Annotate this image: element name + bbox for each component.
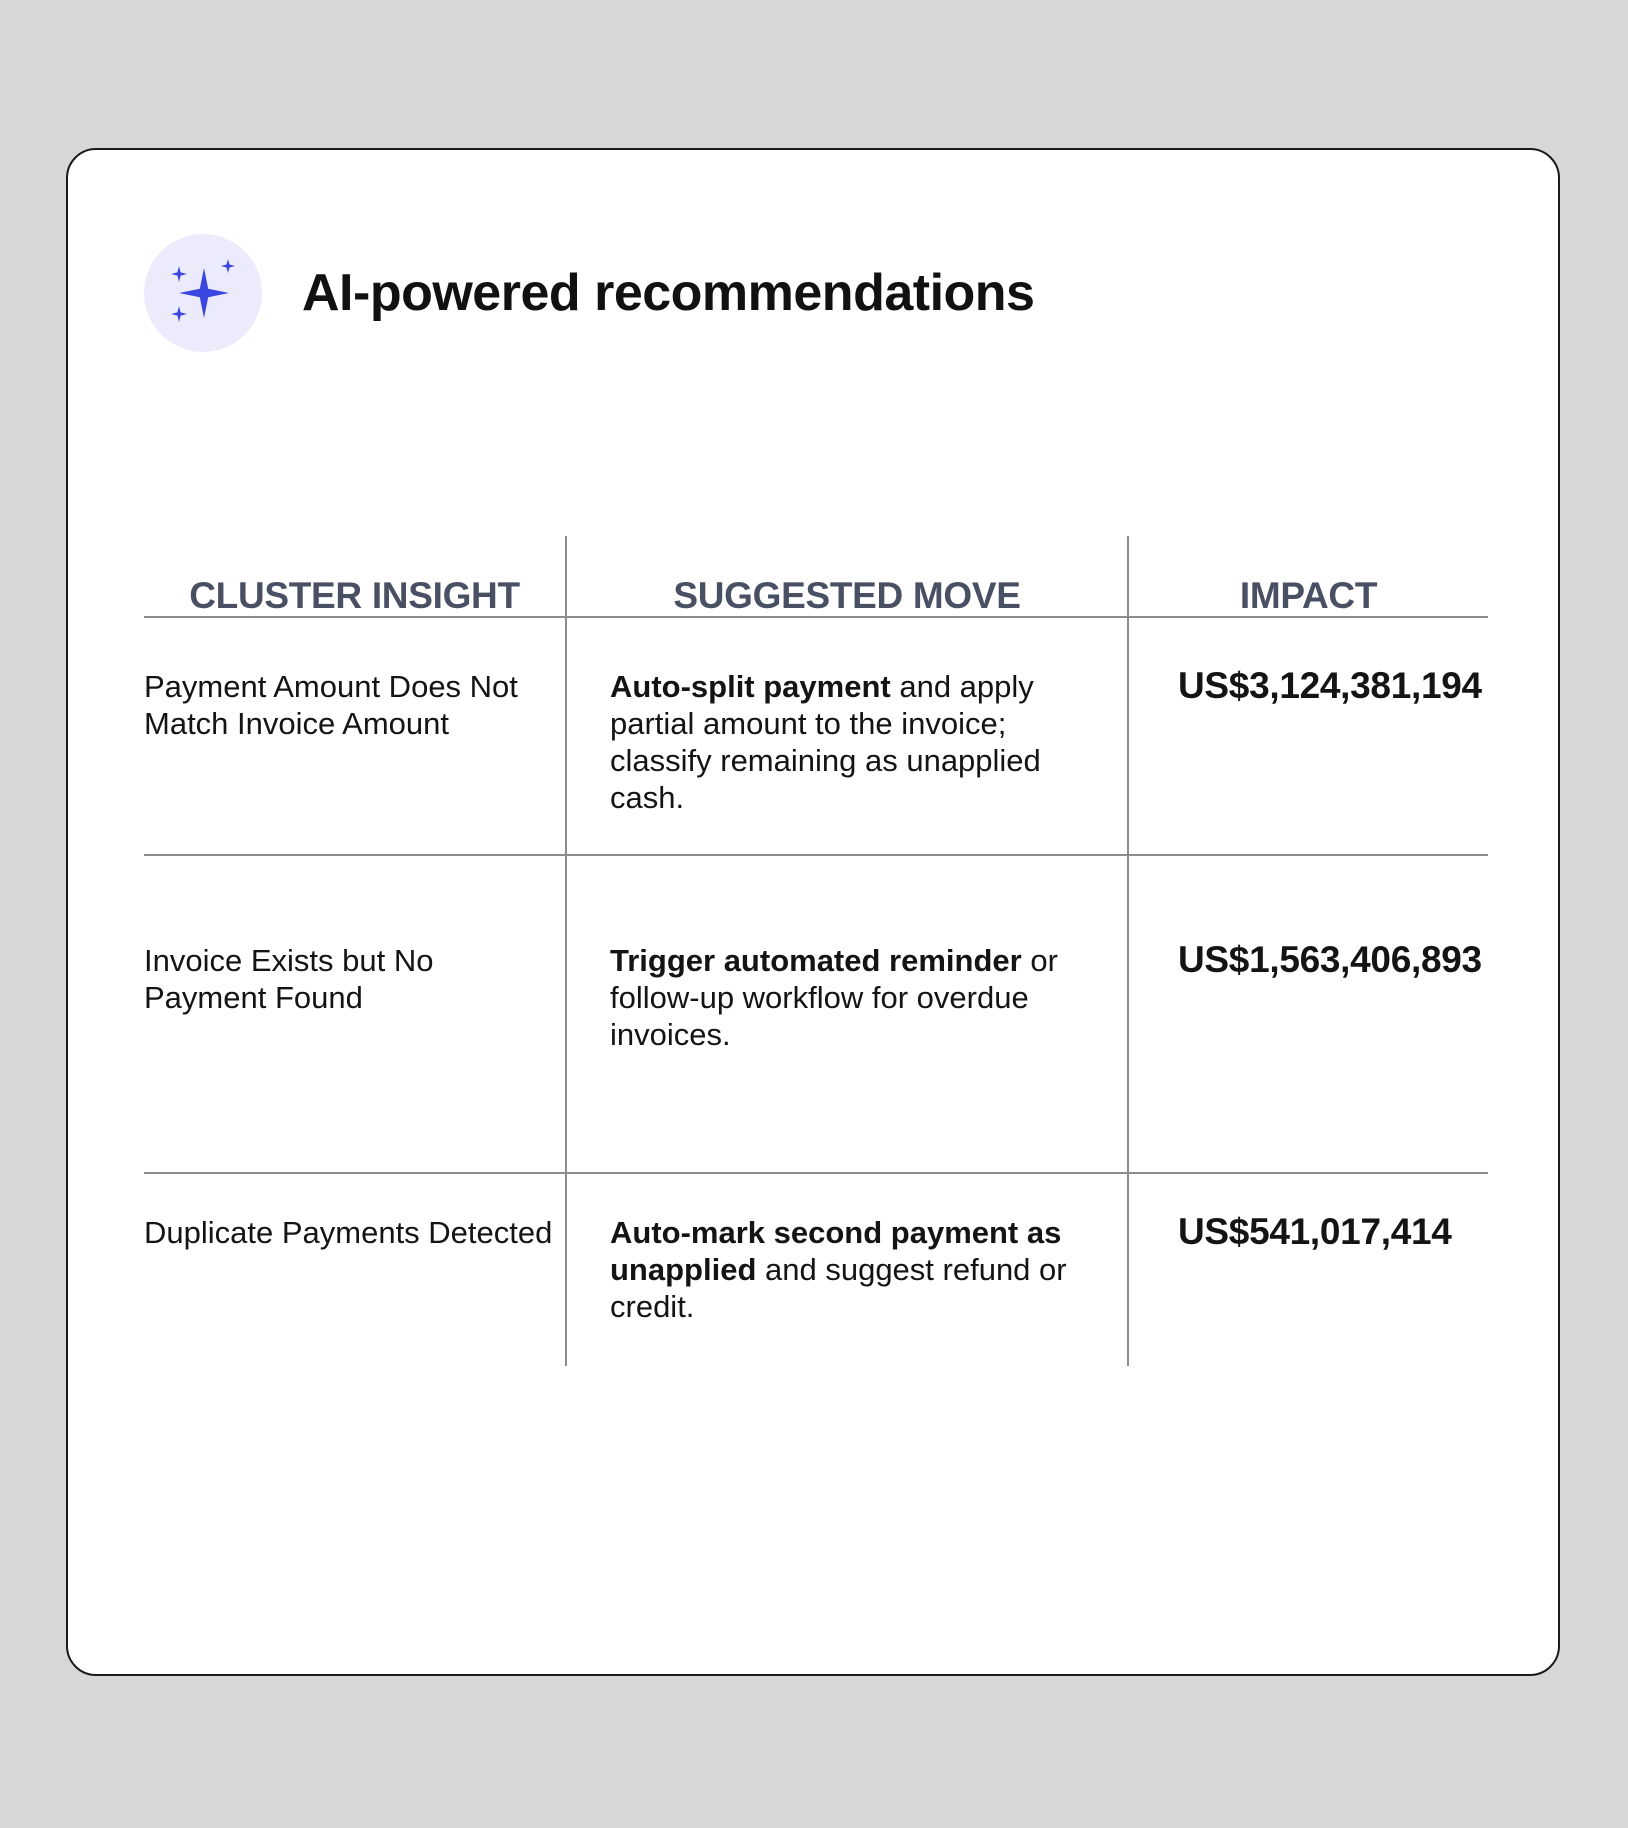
insight-cell: Payment Amount Does Not Match Invoice Amount — [144, 669, 518, 741]
insight-cell: Duplicate Payments Detected — [144, 1215, 553, 1250]
insight-cell: Invoice Exists but No Payment Found — [144, 943, 434, 1015]
move-detail: and suggest refund or credit. — [610, 1252, 1067, 1324]
column-divider — [1127, 536, 1129, 1366]
row-divider — [144, 1172, 1488, 1174]
page-title: AI-powered recommendations — [302, 264, 1035, 322]
move-action: Auto-split payment — [610, 669, 891, 704]
sparkles-icon — [144, 234, 262, 352]
move-action: Auto-mark second payment as unapplied — [610, 1215, 1062, 1287]
row-divider — [144, 854, 1488, 856]
move-cell — [610, 942, 1100, 1053]
sparkle-bottom-left — [171, 306, 187, 322]
recommendations-card — [66, 148, 1560, 1676]
move-action: Trigger automated reminder — [610, 943, 1022, 978]
sparkle-top-left — [171, 266, 187, 282]
header-suggested-move: SUGGESTED MOVE — [673, 575, 1021, 616]
column-divider — [565, 536, 567, 1366]
move-cell — [610, 668, 1100, 816]
impact-value: US$541,017,414 — [1178, 1211, 1452, 1252]
impact-value: US$3,124,381,194 — [1178, 665, 1482, 706]
header-cluster-insight: CLUSTER INSIGHT — [189, 575, 520, 616]
recommendations-table — [144, 536, 1488, 1366]
move-cell — [610, 1214, 1110, 1325]
sparkle-top-right — [221, 259, 235, 273]
sparkles-icon-graphic — [144, 234, 262, 352]
impact-value: US$1,563,406,893 — [1178, 939, 1482, 980]
move-detail: or follow-up workflow for overdue invoices. — [610, 943, 1058, 1052]
sparkle-large — [179, 268, 229, 318]
move-detail: and apply partial amount to the invoice; classify remaining as unapplied cash. — [610, 669, 1041, 815]
header-impact: IMPACT — [1239, 575, 1378, 616]
